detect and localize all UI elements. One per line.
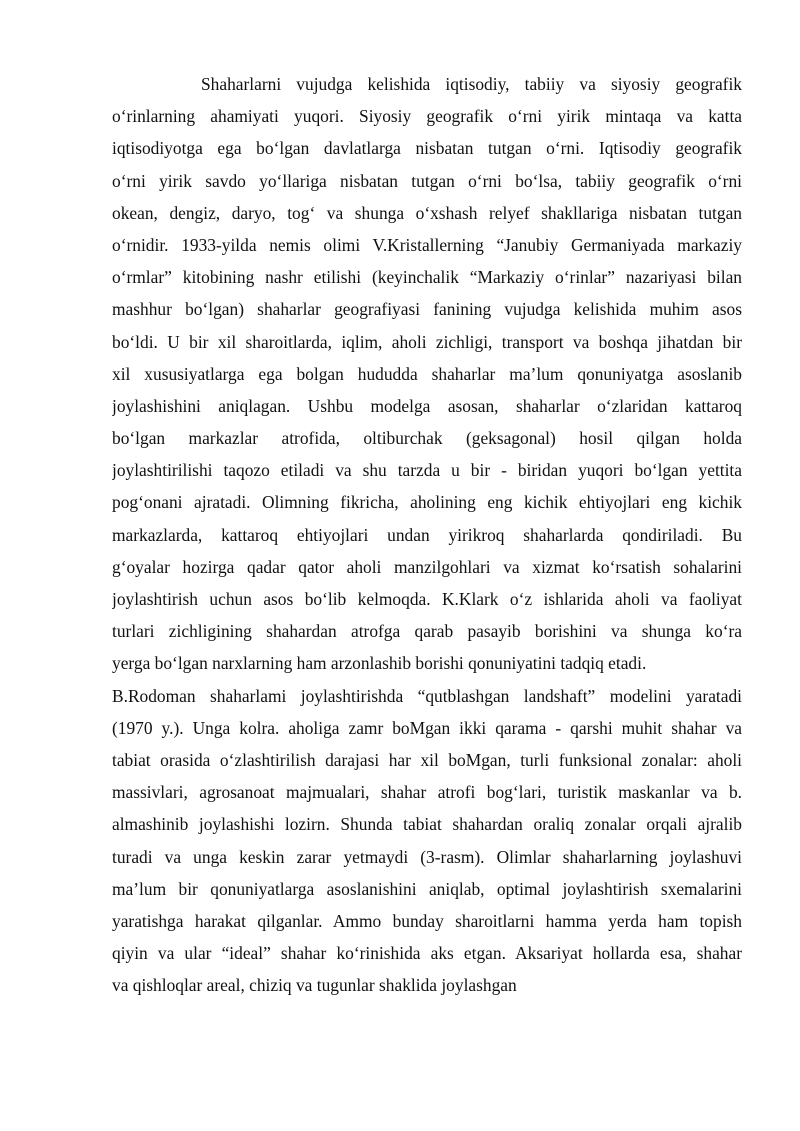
text-line: bo‘ldi. U bir xil sharoitlarda, iqlim, aholi zichligi, transport va boshqa jihatdan bir: [112, 331, 742, 352]
text-line: turlari zichligining shahardan atrofga qarab pasayib borishini va shunga ko‘ra: [112, 621, 742, 642]
text-line: o‘rmlar” kitobining nashr etilishi (keyinchalik “Markaziy o‘rinlar” nazariyasi bilan: [112, 267, 742, 288]
text-line: ma’lum bir qonuniyatlarga asoslanishini aniqlab, optimal joylashtirish sxemalarini: [112, 878, 742, 899]
text-line: g‘oyalar hozirga qadar qator aholi manzilgohlari va xizmat ko‘rsatish sohalarini: [112, 556, 742, 577]
text-line: joylashtirilishi taqozo etiladi va shu tarzda u bir - biridan yuqori bo‘lgan yettita: [112, 460, 742, 481]
text-line: mashhur bo‘lgan) shaharlar geografiyasi fanining vujudga kelishida muhim asos: [112, 299, 742, 320]
text-line: yaratishga harakat qilganlar. Ammo bunday sharoitlarni hamma yerda ham topish: [112, 910, 742, 931]
text-line: qiyin va ular “ideal” shahar ko‘rinishida aks etgan. Aksariyat hollarda esa, shahar: [112, 943, 742, 964]
text-line: Shaharlarni vujudga kelishida iqtisodiy, tabiiy va siyosiy geografik: [201, 74, 742, 94]
text-line: B.Rodoman shaharlami joylashtirishda “qutblashgan landshaft” modelini yaratadi: [112, 685, 742, 706]
text-line: o‘rnidir. 1933-yilda nemis olimi V.Kristallerning “Janubiy Germaniyada markaziy: [112, 234, 742, 255]
text-line: joylashtirish uchun asos bo‘lib kelmoqda. K.Klark o‘z ishlarida aholi va faoliyat: [112, 589, 742, 609]
text-line: yerga bo‘lgan narxlarning ham arzonlashib borishi qonuniyatini tadqiq etadi.: [112, 653, 647, 674]
text-line: xil xususiyatlarga ega bolgan hududda shaharlar ma’lum qonuniyatga asoslanib: [112, 363, 742, 384]
text-line: turadi va unga keskin zarar yetmaydi (3-rasm). Olimlar shaharlarning joylashuvi: [112, 846, 742, 867]
text-line: pog‘onani ajratadi. Olimning fikricha, aholining eng kichik ehtiyojlari eng kichik: [112, 492, 742, 513]
body-text: [112, 68, 742, 1001]
text-line: o‘rinlarning ahamiyati yuqori. Siyosiy geografik o‘rni yirik mintaqa va katta: [112, 106, 742, 127]
text-line: bo‘lgan markazlar atrofida, oltiburchak (geksagonal) hosil qilgan holda: [112, 428, 742, 449]
text-line: iqtisodiyotga ega bo‘lgan davlatlarga nisbatan tutgan o‘rni. Iqtisodiy geografik: [112, 138, 742, 159]
text-line: massivlari, agrosanoat majmualari, shahar atrofi bog‘lari, turistik maskanlar va b.: [112, 782, 742, 803]
text-line: (1970 y.). Unga kolra. aholiga zamr boMgan ikki qarama - qarshi muhit shahar va: [112, 717, 742, 738]
text-line: va qishloqlar areal, chiziq va tugunlar shaklida joylashgan: [112, 975, 517, 996]
paragraph-2: [112, 680, 742, 1002]
text-line: o‘rni yirik savdo yo‘llariga nisbatan tutgan o‘rni bo‘lsa, tabiiy geografik o‘rni: [112, 170, 742, 191]
text-line: markazlarda, kattaroq ehtiyojlari undan yirikroq shaharlarda qondiriladi. Bu: [112, 524, 742, 545]
text-line: okean, dengiz, daryo, tog‘ va shunga o‘xshash relyef shakllariga nisbatan tutgan: [112, 202, 742, 223]
paragraph-1: [112, 68, 742, 680]
text-line: almashinib joylashishi lozirn. Shunda tabiat shahardan oraliq zonalar orqali ajralib: [112, 814, 742, 835]
text-line: tabiat orasida o‘zlashtirilish darajasi har xil boMgan, turli funksional zonalar: aholi: [112, 749, 742, 770]
text-line: joylashishini aniqlagan. Ushbu modelga asosan, shaharlar o‘zlaridan kattaroq: [112, 395, 742, 416]
